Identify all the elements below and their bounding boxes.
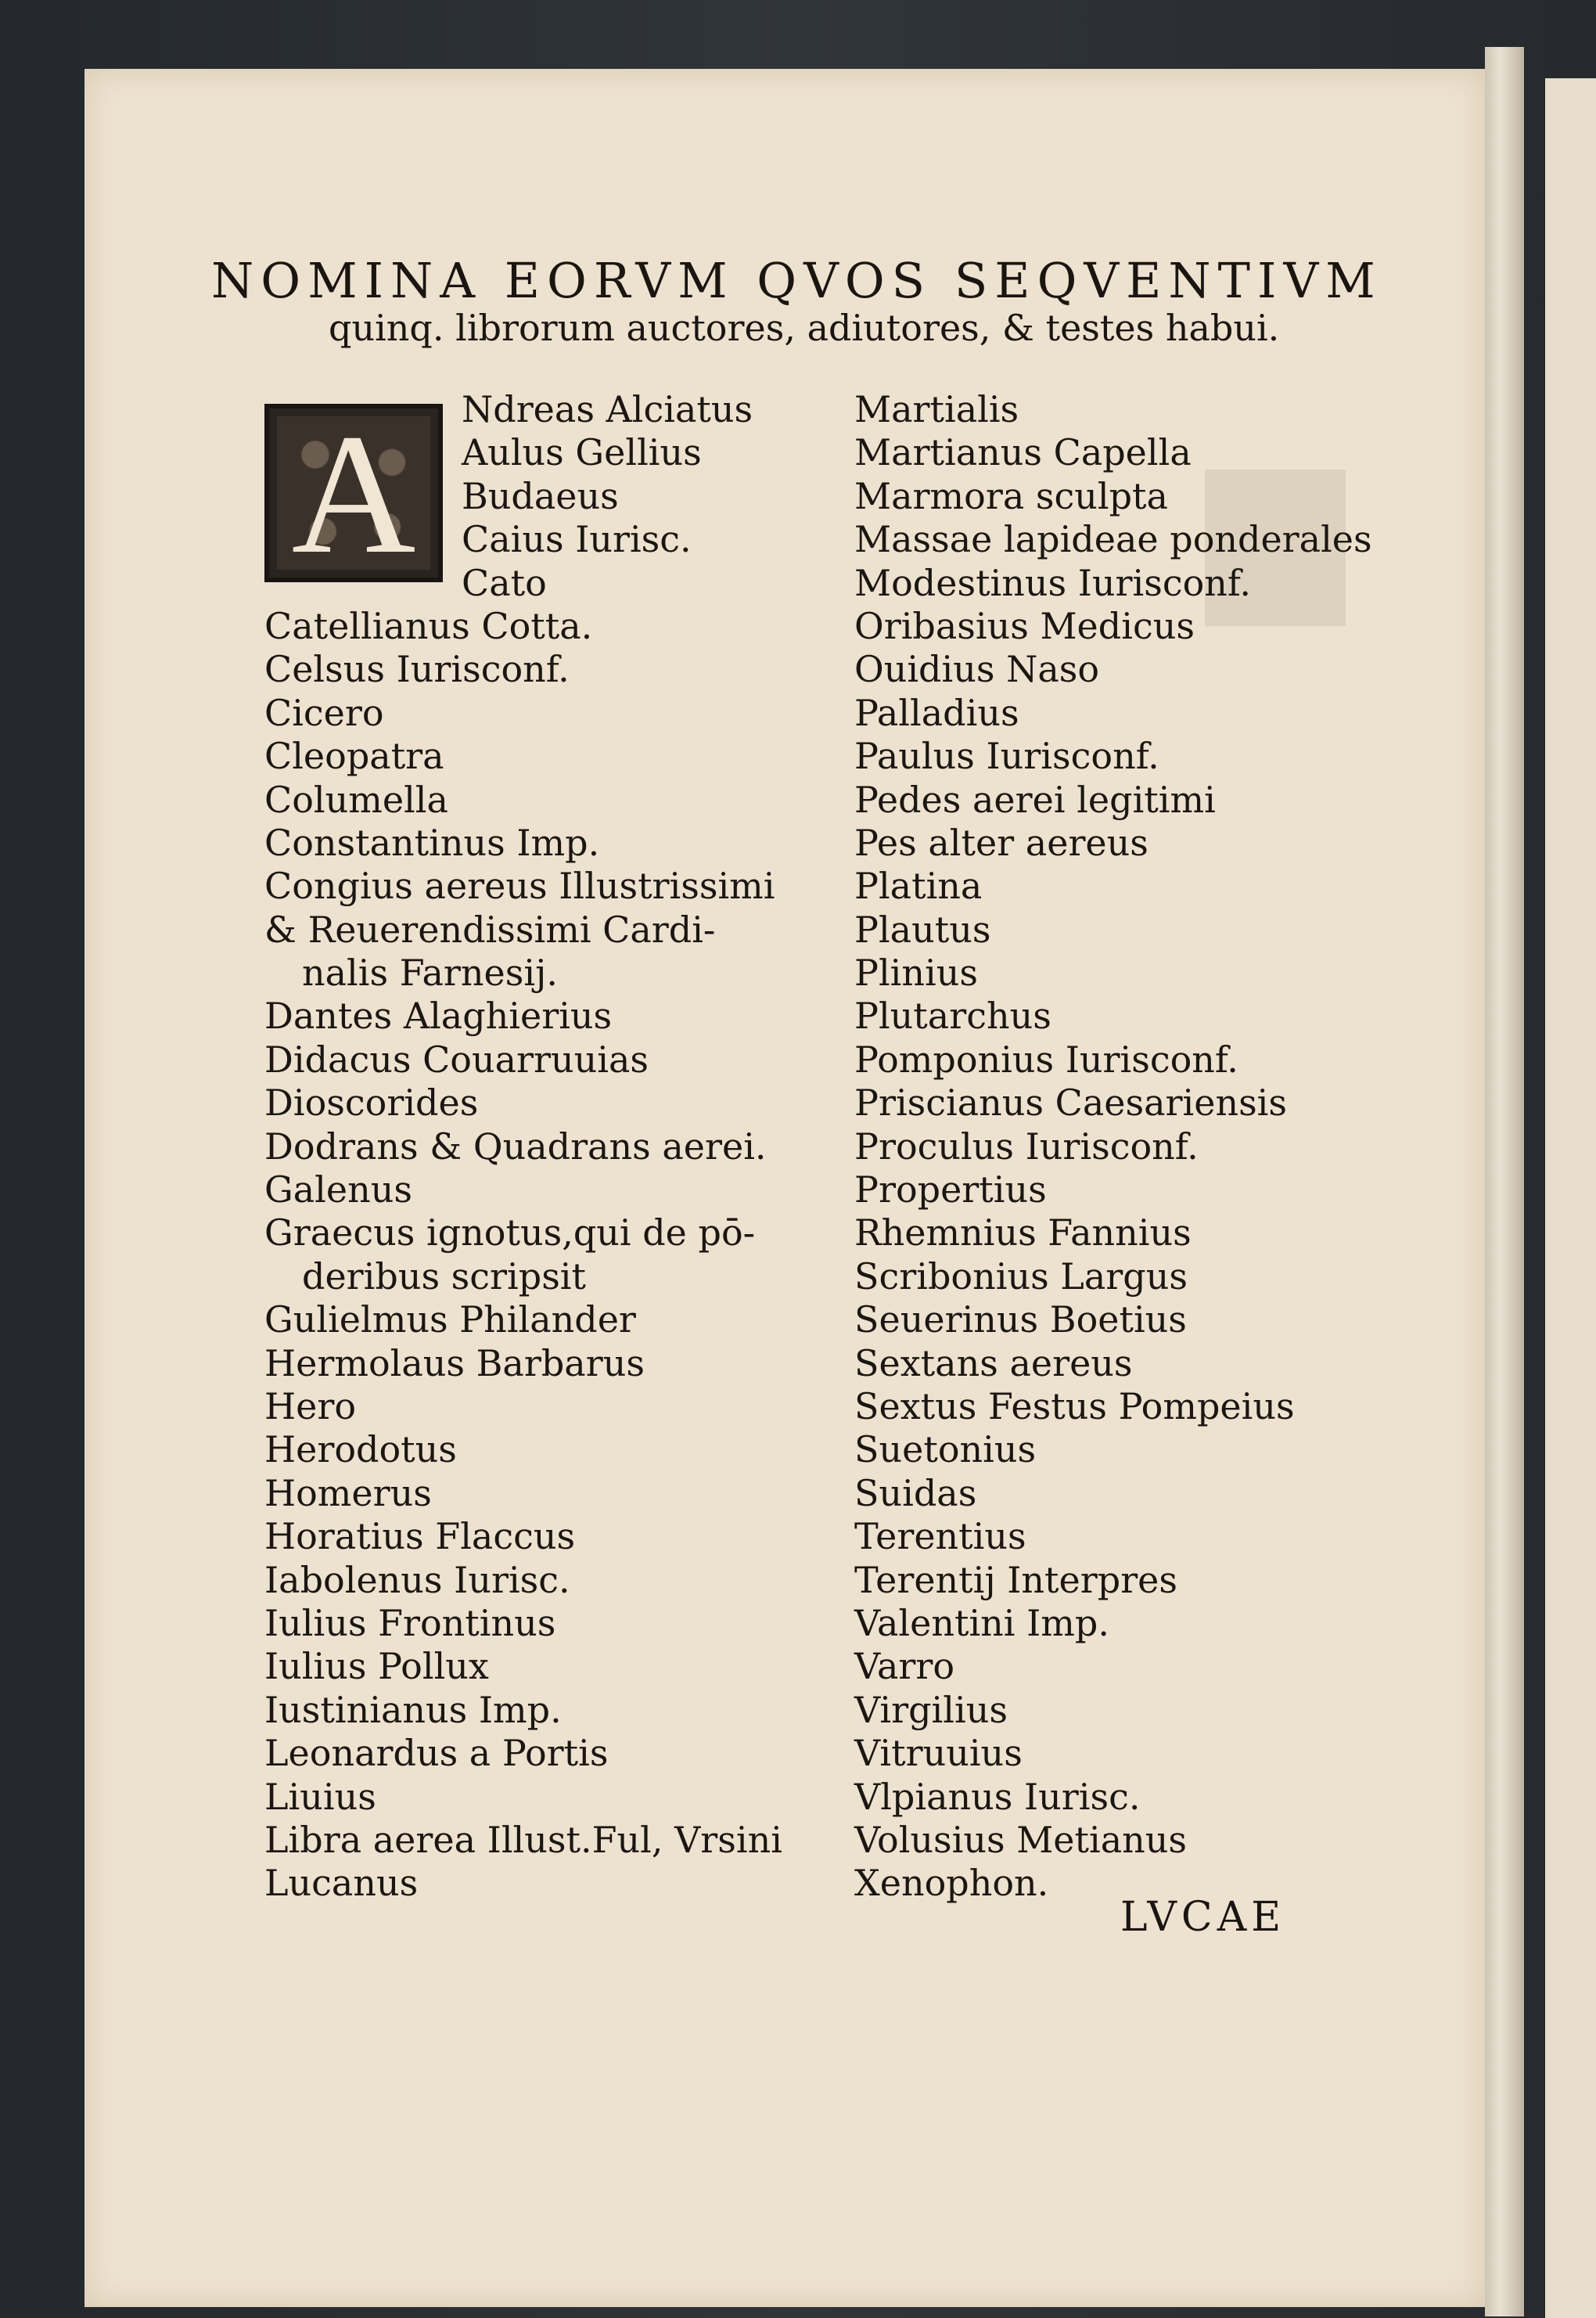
- list-item: Oribasius Medicus: [854, 604, 1195, 647]
- list-item: Galenus: [264, 1168, 412, 1211]
- catchword: LVCAE: [1120, 1894, 1286, 1941]
- list-item: Homerus: [264, 1471, 432, 1514]
- list-item: Herodotus: [264, 1428, 457, 1471]
- adjacent-page: [1545, 78, 1596, 2318]
- list-item: Plautus: [854, 908, 991, 951]
- initial-letter: A: [291, 398, 416, 589]
- list-item: Sextus Festus Pompeius: [854, 1384, 1295, 1427]
- page-subtitle: quinq. librorum auctores, adiutores, & testes habui.: [329, 307, 1280, 349]
- list-item: Valentini Imp.: [854, 1601, 1109, 1644]
- list-item: Seuerinus Boetius: [854, 1298, 1187, 1341]
- list-item: Didacus Couarruuias: [264, 1038, 649, 1081]
- list-item: Iabolenus Iurisc.: [264, 1558, 570, 1601]
- list-item: Congius aereus Illustrissimi: [264, 865, 775, 908]
- list-item: Dodrans & Quadrans aerei.: [264, 1125, 767, 1168]
- list-item: Budaeus: [462, 474, 619, 517]
- list-item: Graecus ignotus,qui de pō-: [264, 1211, 756, 1254]
- list-item: Iulius Pollux: [264, 1645, 489, 1688]
- list-item: Cato: [462, 561, 547, 604]
- list-item: Paulus Iurisconf.: [854, 735, 1159, 778]
- list-item: deribus scripsit: [302, 1254, 586, 1298]
- list-item: Plinius: [854, 952, 978, 995]
- list-item: Palladius: [854, 691, 1019, 734]
- right-name-column: [854, 388, 1418, 1906]
- list-item: Rhemnius Fannius: [854, 1211, 1192, 1254]
- list-item: Volusius Metianus: [854, 1818, 1188, 1861]
- list-item: Proculus Iurisconf.: [854, 1125, 1199, 1168]
- list-item: Terentij Interpres: [854, 1558, 1178, 1601]
- list-item: Pomponius Iurisconf.: [854, 1038, 1238, 1081]
- list-item: Liuius: [264, 1775, 376, 1818]
- list-item: Martialis: [854, 388, 1019, 430]
- list-item: Dantes Alaghierius: [264, 995, 613, 1038]
- list-item: Suidas: [854, 1471, 977, 1514]
- list-item: Gulielmus Philander: [264, 1298, 636, 1341]
- list-item: Dioscorides: [264, 1082, 479, 1125]
- list-item: Sextans aereus: [854, 1341, 1133, 1384]
- list-item: & Reuerendissimi Cardi-: [264, 908, 716, 951]
- list-item: Libra aerea Illust.Ful, Vrsini: [264, 1818, 782, 1861]
- list-item: Priscianus Caesariensis: [854, 1082, 1287, 1125]
- list-item: Hermolaus Barbarus: [264, 1341, 645, 1384]
- list-item: Ouidius Naso: [854, 648, 1100, 691]
- list-item: Terentius: [854, 1515, 1026, 1558]
- list-item: Iulius Frontinus: [264, 1601, 556, 1644]
- list-item: Pedes aerei legitimi: [854, 778, 1216, 821]
- list-item: Columella: [264, 778, 448, 821]
- list-item: Pes alter aereus: [854, 821, 1148, 864]
- list-item: Vlpianus Iurisc.: [854, 1775, 1141, 1818]
- list-item: Martianus Capella: [854, 431, 1192, 474]
- list-item: Leonardus a Portis: [264, 1732, 609, 1775]
- list-item: Lucanus: [264, 1862, 419, 1905]
- list-item: Scribonius Largus: [854, 1254, 1188, 1298]
- page-gutter: [1485, 47, 1524, 2316]
- list-item: Aulus Gellius: [462, 431, 702, 474]
- list-item: Varro: [854, 1645, 955, 1688]
- list-item: Catellianus Cotta.: [264, 604, 593, 647]
- list-item: Suetonius: [854, 1428, 1037, 1471]
- list-item: Xenophon.: [854, 1862, 1049, 1905]
- list-item: Hero: [264, 1384, 357, 1427]
- list-item: Celsus Iurisconf.: [264, 648, 570, 691]
- list-item: Iustinianus Imp.: [264, 1688, 562, 1731]
- list-item: Constantinus Imp.: [264, 821, 600, 864]
- list-item: Propertius: [854, 1168, 1047, 1211]
- list-item: Virgilius: [854, 1688, 1008, 1731]
- list-item: Cicero: [264, 691, 384, 734]
- list-item: Marmora sculpta: [854, 474, 1168, 517]
- list-item: Massae lapideae ponderales: [854, 518, 1372, 561]
- list-item: Cleopatra: [264, 735, 444, 778]
- list-item: Plutarchus: [854, 995, 1051, 1038]
- list-item: Caius Iurisc.: [462, 518, 692, 561]
- page-title: NOMINA EORVM QVOS SEQVENTIVM: [211, 252, 1382, 309]
- list-item: Modestinus Iurisconf.: [854, 561, 1251, 604]
- left-name-column: [264, 388, 859, 1906]
- list-item: Vitruuius: [854, 1732, 1023, 1775]
- list-item: Platina: [854, 865, 983, 908]
- list-item: Ndreas Alciatus: [462, 388, 753, 430]
- list-item: nalis Farnesij.: [302, 952, 558, 995]
- list-item: Horatius Flaccus: [264, 1515, 576, 1558]
